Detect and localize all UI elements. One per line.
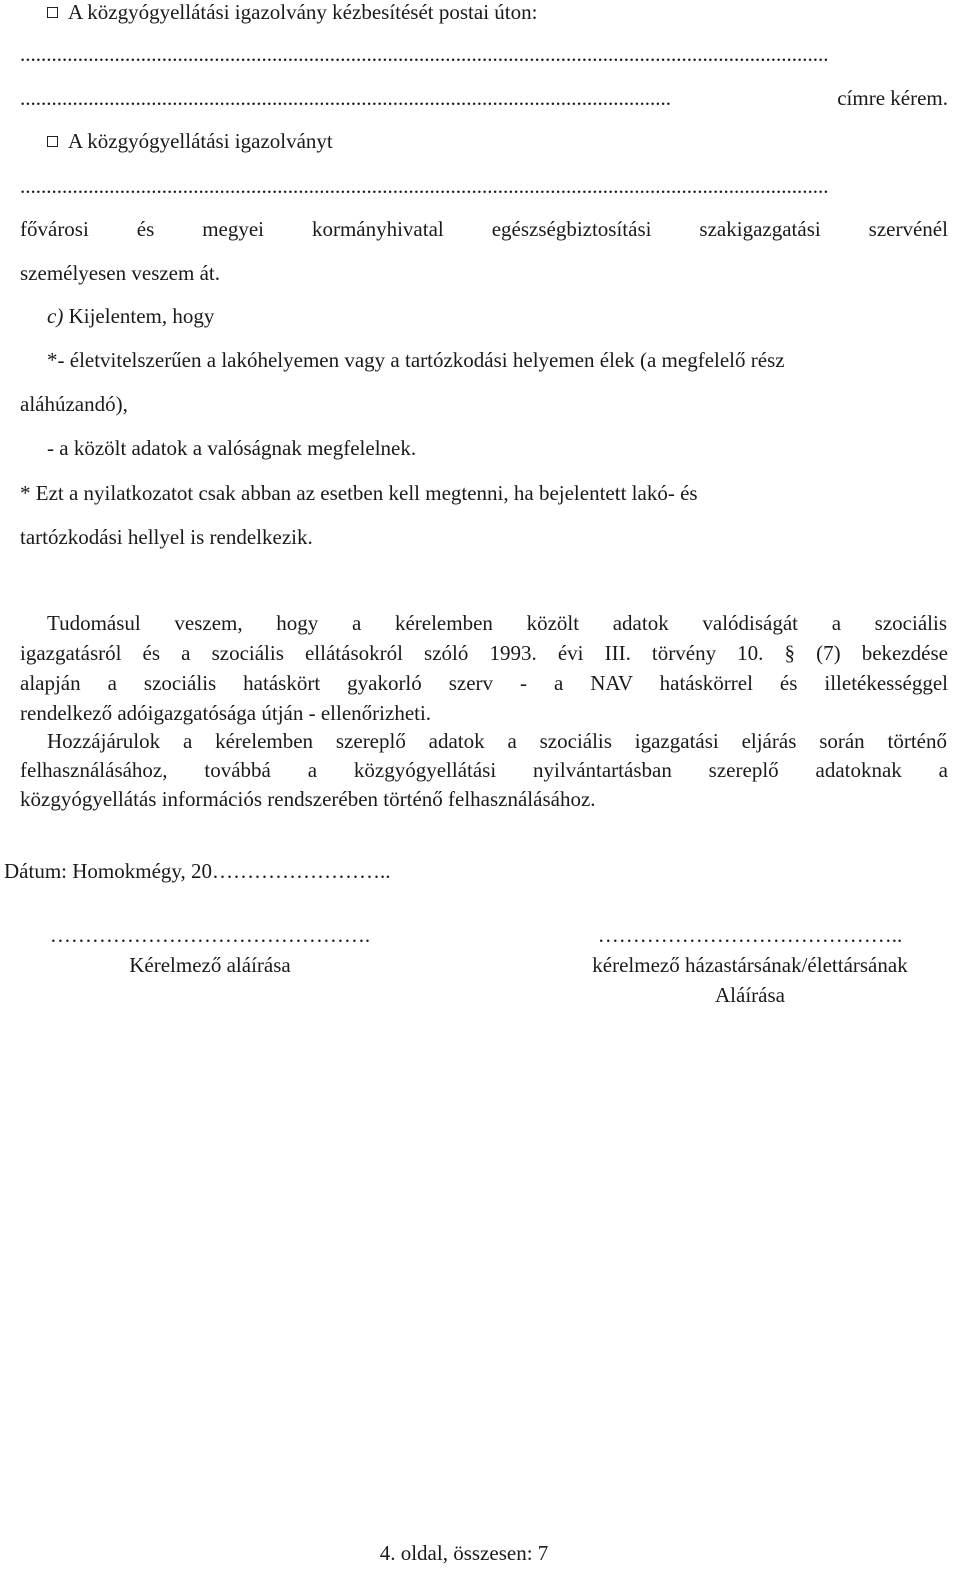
signature-spouse-line: …………………………………….. xyxy=(597,923,903,947)
notice-p1-line1: Tudomásul veszem, hogy a kérelemben közölt adatok valódiságát a szociális xyxy=(47,611,947,635)
declaration-note-1: * Ezt a nyilatkozatot csak abban az esetben kell megtenni, ha bejelentett lakó- és xyxy=(20,481,698,505)
office-line: fővárosi és megyei kormányhivatal egészségbiztosítási szakigazgatási szervénél xyxy=(20,217,948,241)
declaration-item-1: *- életvitelszerűen a lakóhelyemen vagy a tartózkodási helyemen élek (a megfelelő rész xyxy=(47,348,785,372)
delivery-option-postal xyxy=(47,0,947,26)
address-line-2-suffix: címre kérem. xyxy=(837,86,948,110)
notice-p1-line3: alapján a szociális hatáskört gyakorló szerv - a NAV hatáskörrel és illetékességgel xyxy=(20,671,948,695)
checkbox-personal[interactable] xyxy=(47,136,58,147)
address-line-2-dots: ............................................................................................................................ xyxy=(20,86,671,110)
notice-p2-line2: felhasználásához, továbbá a közgyógyellátási nyilvántartásban szereplő adatoknak a xyxy=(20,758,948,782)
signature-applicant-line: ………………………………………. xyxy=(49,923,371,947)
notice-p1-line4: rendelkező adóigazgatósága útján - ellenőrizheti. xyxy=(20,701,432,725)
address-line-2 xyxy=(20,84,948,112)
notice-p2-line1: Hozzájárulok a kérelemben szereplő adatok a szociális igazgatási eljárás során történő xyxy=(47,729,947,753)
signature-spouse-label-2: Aláírása xyxy=(715,983,785,1007)
delivery-option-personal xyxy=(47,127,947,155)
declaration-c-text: Kijelentem, hogy xyxy=(68,304,215,328)
office-line-dots: .......................................................................................................................................................... xyxy=(20,174,829,198)
signature-spouse xyxy=(540,920,960,1010)
notice-p2-line3: közgyógyellátás információs rendszerében történő felhasználásához. xyxy=(20,787,596,811)
declaration-note-2: tartózkodási hellyel is rendelkezik. xyxy=(20,525,313,549)
page-number: 4. oldal, összesen: 7 xyxy=(379,1541,549,1565)
declaration-c-prefix: c) xyxy=(47,304,64,328)
declaration-c xyxy=(47,302,947,330)
notice-p1-line2: igazgatásról és a szociális ellátásokról szóló 1993. évi III. törvény 10. § (7) bekezdése xyxy=(20,641,948,665)
office-line-end: személyesen veszem át. xyxy=(20,261,220,285)
signature-applicant xyxy=(40,920,380,980)
signature-spouse-label: kérelmező házastársának/élettársának xyxy=(592,953,908,977)
checkbox-postal[interactable] xyxy=(47,7,58,18)
delivery-option-postal-label: A közgyógyellátási igazolvány kézbesítését postai úton: xyxy=(68,0,538,24)
declaration-item-1-cont: aláhúzandó), xyxy=(20,392,128,416)
date-line: Dátum: Homokmégy, 20…………………….. xyxy=(4,859,391,883)
delivery-option-personal-label: A közgyógyellátási igazolványt xyxy=(68,129,333,153)
signature-applicant-label: Kérelmező aláírása xyxy=(129,953,291,977)
address-line-1: .......................................................................................................................................................... xyxy=(20,42,829,66)
declaration-item-2: - a közölt adatok a valóságnak megfelelnek. xyxy=(47,436,417,460)
